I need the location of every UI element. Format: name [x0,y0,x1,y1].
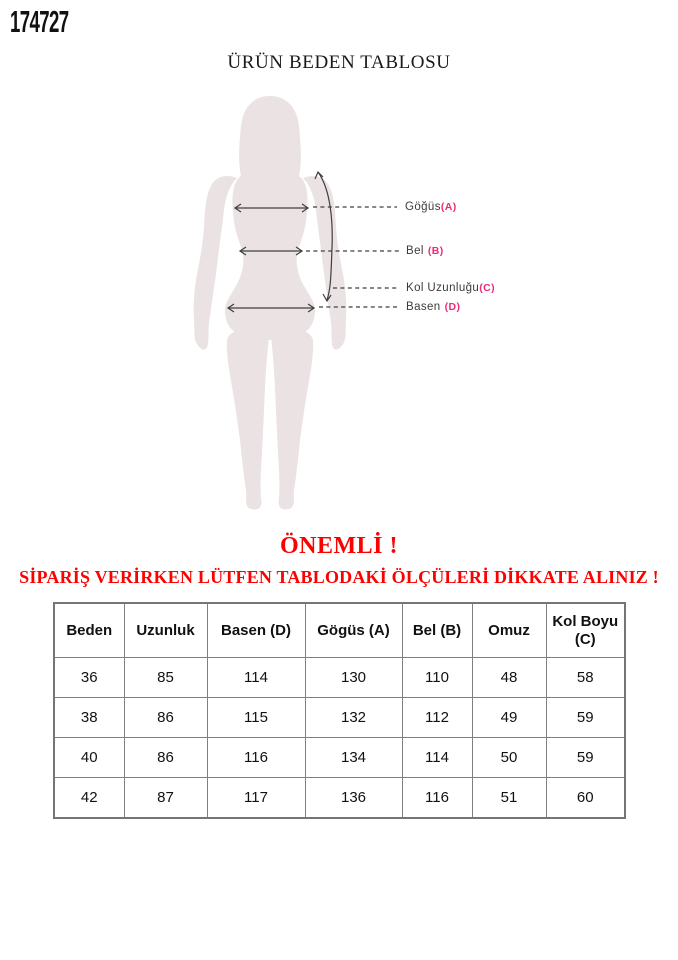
size-table-cell: 59 [546,698,625,738]
product-code: 174727 [10,4,69,39]
size-table-column-header: Uzunluk [124,603,207,658]
size-table-cell: 85 [124,658,207,698]
label-chest [405,200,457,214]
size-table-cell: 59 [546,738,625,778]
size-table-cell: 38 [54,698,124,738]
size-table-cell: 134 [305,738,402,778]
size-table-cell: 115 [207,698,305,738]
size-table-cell: 50 [472,738,546,778]
size-table-row [54,778,625,819]
size-table-cell: 60 [546,778,625,819]
size-table-cell: 48 [472,658,546,698]
size-table-cell: 42 [54,778,124,819]
order-warning-text: SİPARİŞ VERİRKEN LÜTFEN TABLODAKİ ÖLÇÜLERİ DİKKATE ALINIZ ! [19,567,659,587]
label-hip [406,300,460,314]
size-table-row [54,658,625,698]
size-table-column-header: Gögüs (A) [305,603,402,658]
size-table-column-header: Omuz [472,603,546,658]
label-waist-text: Bel [406,245,424,257]
size-table-cell: 36 [54,658,124,698]
size-table-column-header: Basen (D) [207,603,305,658]
label-waist-letter: (B) [427,245,444,257]
size-table-cell: 116 [402,778,472,819]
size-table-row [54,698,625,738]
size-table-cell: 51 [472,778,546,819]
size-table-cell: 116 [207,738,305,778]
size-table-cell: 110 [402,658,472,698]
size-table-cell: 136 [305,778,402,819]
size-table-cell: 40 [54,738,124,778]
size-table-column-header: Beden [54,603,124,658]
size-table-cell: 49 [472,698,546,738]
size-table-cell: 86 [124,698,207,738]
label-hip-letter: (D) [444,301,461,313]
size-table-cell: 132 [305,698,402,738]
size-table-column-header: Bel (B) [402,603,472,658]
size-table-cell: 112 [402,698,472,738]
size-table-cell: 87 [124,778,207,819]
size-table-cell: 86 [124,738,207,778]
size-table-header-row [54,603,625,658]
page-title: ÜRÜN BEDEN TABLOSU [227,52,451,73]
important-heading: ÖNEMLİ ! [280,533,398,559]
size-table-cell: 130 [305,658,402,698]
label-arm-length [406,281,495,295]
size-table [53,602,626,819]
size-table-cell: 58 [546,658,625,698]
size-table-cell: 117 [207,778,305,819]
label-arm-length-letter: (C) [479,282,495,294]
label-waist [406,244,444,258]
label-chest-text: Göğüs [405,201,441,213]
label-chest-letter: (A) [440,201,457,213]
size-table-row [54,738,625,778]
size-table-column-header: Kol Boyu (C) [546,603,625,658]
size-table-cell: 114 [402,738,472,778]
size-table-cell: 114 [207,658,305,698]
label-hip-text: Basen [406,301,441,313]
label-arm-length-text: Kol Uzunluğu [406,282,480,294]
